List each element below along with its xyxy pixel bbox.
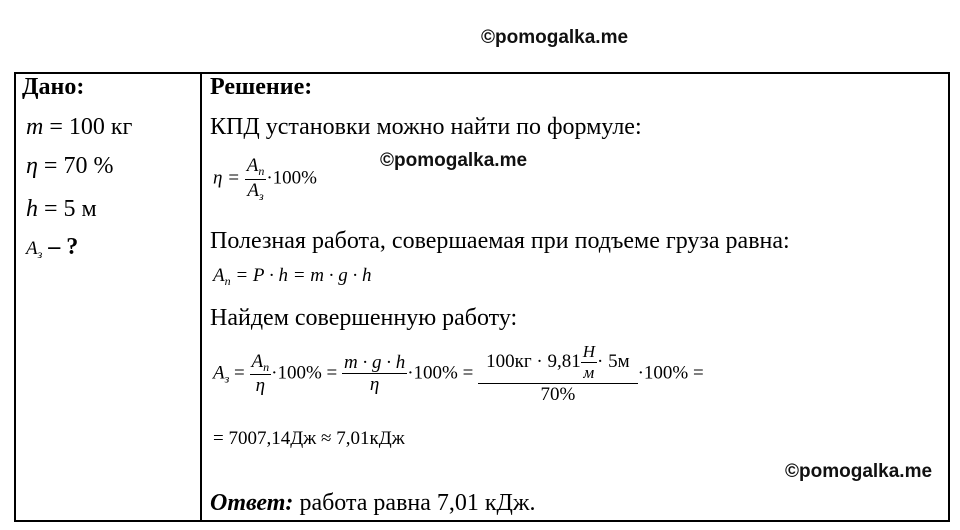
solution-line-3: Найдем совершенную работу: [210, 305, 518, 331]
formula1-den-sub: з [259, 188, 264, 203]
watermark-top: ©pomogalka.me [481, 27, 629, 48]
formula3-f2-num: m · g · h [344, 351, 406, 373]
watermark-middle: ©pomogalka.me [380, 150, 528, 171]
given-height [26, 196, 97, 223]
formula3-f3-num-a: 100кг · 9,81 [486, 350, 581, 372]
watermark-bottom: ©pomogalka.me [785, 461, 933, 482]
mass-symbol: m [26, 114, 44, 140]
formula3-mid2: ·100% = [407, 362, 479, 384]
formula3-fraction-2 [342, 352, 407, 398]
formula3-symbol: A [213, 362, 225, 384]
formula3-f3-num-b: · 5м [597, 350, 630, 372]
formula1-fraction [245, 155, 267, 203]
result-formula: = 7007,14Дж ≈ 7,01кДж [213, 428, 405, 449]
answer-text: работа равна 7,01 кДж. [293, 490, 536, 516]
formula3-f1-num: A [251, 350, 264, 372]
height-value: = 5 м [38, 196, 97, 222]
unit-den: м [583, 362, 595, 382]
formula2-symbol: A [213, 265, 225, 286]
unit-fraction [581, 342, 597, 383]
efficiency-symbol: η [26, 153, 38, 179]
formula1-tail: ·100% [266, 167, 318, 189]
given-unknown [26, 234, 78, 262]
formula3-f1-den: η [255, 375, 266, 397]
column-divider [200, 72, 202, 522]
height-symbol: h [26, 196, 38, 222]
given-mass [26, 114, 132, 141]
formula2-rest: = P · h = m · g · h [230, 265, 372, 286]
formula3-eq1: = [229, 362, 250, 384]
total-work-formula [213, 342, 704, 407]
solution-header: Решение: [210, 74, 313, 100]
unknown-value: – ? [42, 234, 79, 260]
solution-line-2: Полезная работа, совершаемая при подъеме груза равна: [210, 228, 790, 254]
formula3-fraction-1 [250, 351, 272, 399]
formula1-num: A [246, 155, 259, 176]
work-symbol: A [26, 238, 38, 259]
formula3-tail: ·100% = [637, 362, 704, 384]
useful-work-formula [213, 265, 372, 289]
given-header: Дано: [22, 74, 85, 100]
formula3-f2-den: η [369, 374, 380, 396]
mass-value: = 100 кг [43, 114, 133, 140]
formula2-subscript: п [224, 274, 231, 288]
formula1-num-sub: п [258, 164, 265, 178]
efficiency-value: = 70 % [37, 153, 114, 179]
formula3-f3-den: 70% [540, 383, 576, 405]
formula1-lhs: η = [213, 167, 245, 189]
work-subscript: з [37, 247, 43, 261]
answer-label: Ответ: [210, 490, 294, 516]
unit-num: Н [582, 342, 595, 361]
formula1-den: A [247, 179, 260, 201]
formula3-fraction-3 [478, 342, 638, 407]
formula3-mid1: ·100% = [271, 362, 342, 384]
formula3-subscript: з [224, 371, 230, 386]
answer-line [210, 490, 536, 517]
solution-line-1: КПД установки можно найти по формуле: [210, 114, 642, 140]
formula3-f1-num-sub: п [263, 359, 270, 374]
efficiency-formula [213, 155, 317, 203]
given-efficiency [26, 153, 113, 180]
